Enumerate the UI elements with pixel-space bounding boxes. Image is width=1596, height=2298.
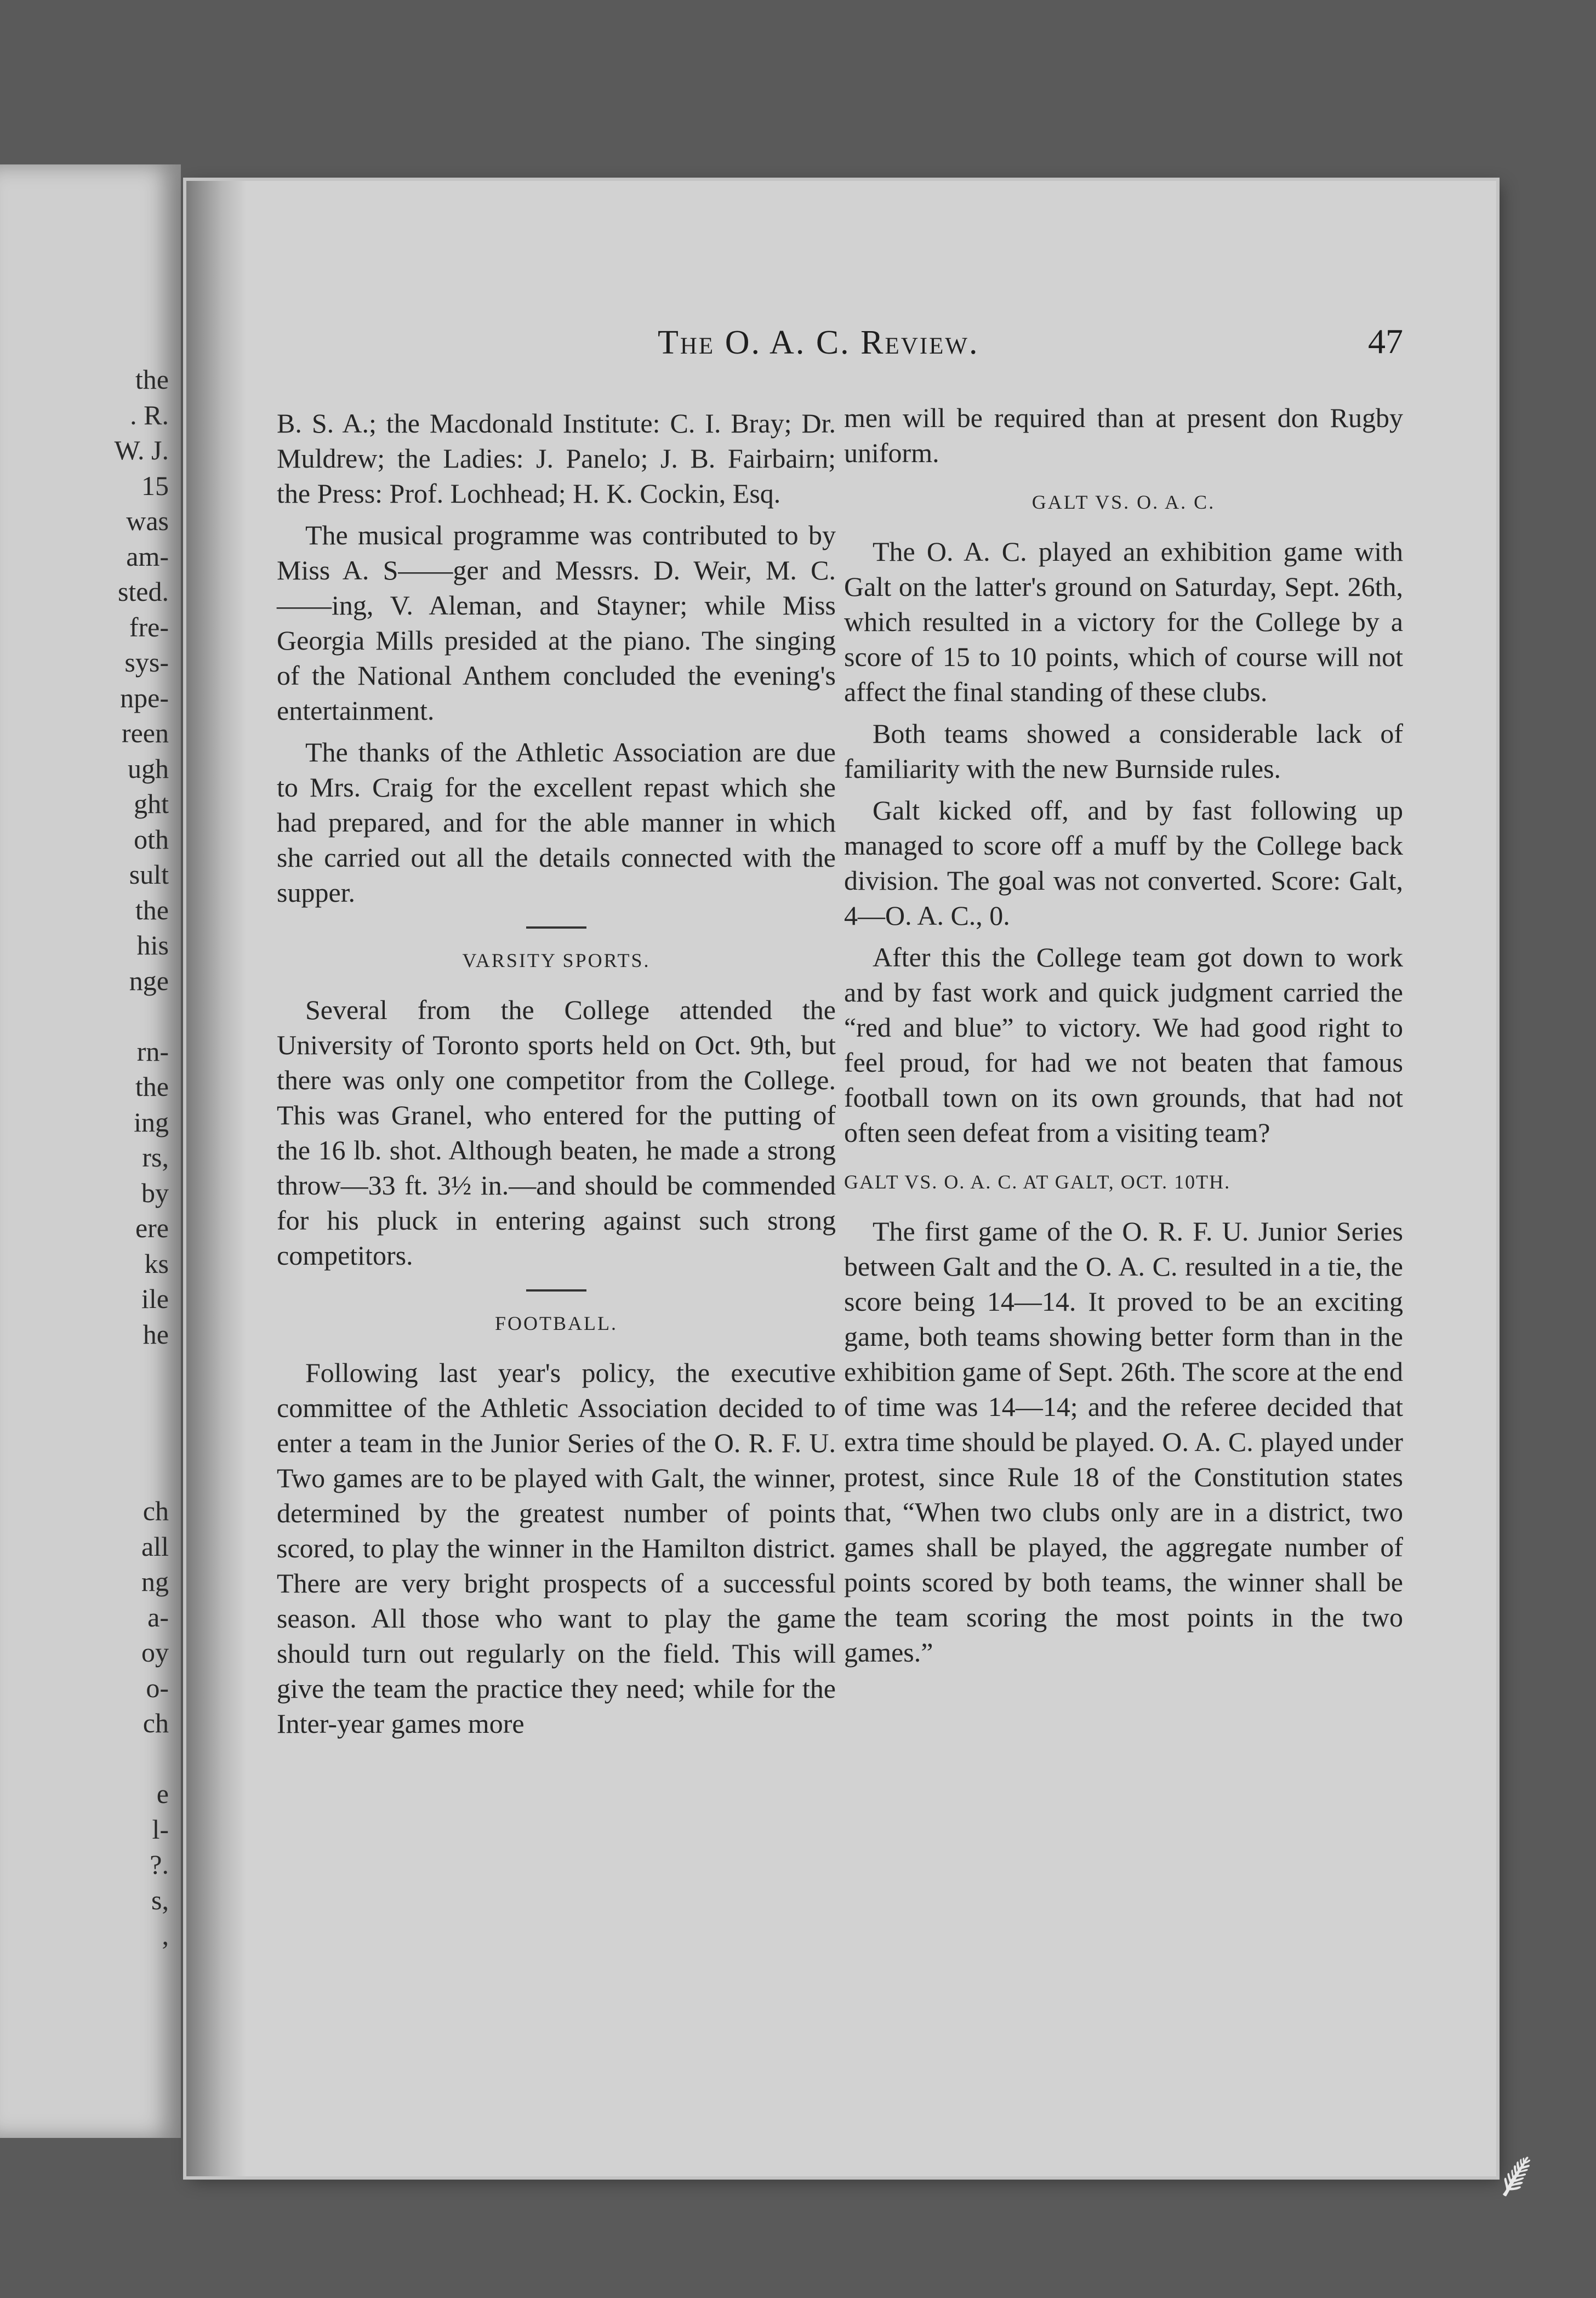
facing-page-line: he [142, 1318, 169, 1350]
facing-page-line: ugh [128, 753, 169, 784]
facing-page-line: oth [134, 823, 169, 855]
facing-page-line [114, 1458, 169, 1494]
facing-page-line: ing [134, 1106, 169, 1137]
facing-page-line: rs, [142, 1142, 169, 1173]
section-rule [526, 1289, 586, 1292]
facing-page-line: the [135, 364, 169, 395]
facing-page-line: , [162, 1920, 169, 1950]
section-heading-galt-vs-oac: GALT VS. O. A. C. [1031, 491, 1216, 513]
facing-page-line: sted. [117, 576, 169, 607]
facing-page-line: e [156, 1778, 169, 1809]
running-title: The O. A. C. Review. [658, 324, 979, 361]
facing-page-line: was [126, 505, 169, 536]
paragraph: Galt kicked off, and by fast following up managed to score off a muff by the College back division. The goal was not converted. Score: Galt, 4—O. A. C., 0. [844, 795, 1403, 931]
facing-page-line: W. J. [114, 435, 169, 465]
page [186, 181, 1496, 2176]
page-number: 47 [1368, 322, 1403, 361]
paragraph: Several from the College attended the University of Toronto sports held on Oct. 9th, but there was only one competitor from the College. This was Granel, who entered for the putting of the 16 lb. shot. Although beaten, he made a strong throw—33 ft. 3½ in.—and should be commended for his pluck in entering against such strong competitors. [277, 994, 836, 1271]
facing-page-line: ght [134, 788, 169, 819]
facing-page-line: all [141, 1531, 169, 1562]
facing-page-line: ng [141, 1566, 169, 1597]
section-heading-galt-at-galt: GALT VS. O. A. C. AT GALT, OCT. 10TH. [844, 1171, 1231, 1193]
facing-page-line: reen [121, 718, 169, 748]
facing-page-line: ile [141, 1283, 169, 1314]
facing-page-line: rn- [136, 1036, 169, 1067]
facing-page-line: npe- [120, 682, 169, 713]
facing-page-text [114, 362, 169, 1953]
film-scratch-mark: ⸙ [1492, 2138, 1541, 2211]
paragraph: After this the College team got down to work and by fast work and quick judgment carried the “red and blue” to victory. We had good right to feel proud, for had we not beaten that famous football town on its own grounds, that had not often seen defeat from a visiting team? [844, 942, 1403, 1148]
facing-page-line: his [136, 930, 169, 960]
column-right [844, 400, 1403, 1676]
facing-page-line: l- [152, 1813, 169, 1845]
section-heading-football: FOOTBALL. [495, 1312, 618, 1334]
paragraph: men will be required than at present don Rugby uniform. [844, 402, 1403, 468]
facing-page-line: the [135, 1071, 169, 1102]
paragraph: Following last year's policy, the executive committee of the Athletic Association decided to enter a team in the Junior Series of the O. R. F. U. Two games are to be played with Galt, the winner, determined by the greatest number of points scored, to play the winner in the Hamilton district. There are very bright prospects of a successful season. All those who want to play the game should turn out regularly on the field. This will give the team the practice they need; while for the Inter-year games more [277, 1357, 836, 1739]
column-left [277, 406, 836, 1748]
paragraph: B. S. A.; the Macdonald Institute: C. I. Bray; Dr. Muldrew; the Ladies: J. Panelo; J. B. Fairbairn; the Press: Prof. Lochhead; H. K. Cockin, Esq. [277, 408, 836, 509]
facing-page-line [114, 998, 169, 1034]
facing-page-line: by [141, 1177, 169, 1208]
facing-page-line: . R. [130, 399, 169, 430]
facing-page-line: am- [126, 541, 169, 572]
facing-page-line [114, 1352, 169, 1387]
facing-page-line [114, 1387, 169, 1423]
facing-page-line: sult [129, 859, 169, 890]
facing-page-line: fre- [129, 611, 169, 642]
section-heading-varsity-sports: VARSITY SPORTS. [462, 949, 651, 971]
paragraph: Both teams showed a considerable lack of familiarity with the new Burnside rules. [844, 718, 1403, 784]
facing-page-line: sys- [124, 647, 169, 678]
paragraph: The thanks of the Athletic Association are due to Mrs. Craig for the excellent repast which she had prepared, and for the able manner in which she carried out all the details connected with the supper. [277, 737, 836, 908]
facing-page-line: ere [135, 1213, 169, 1243]
facing-page-line: ?. [150, 1849, 169, 1880]
facing-page-line: ch [142, 1708, 169, 1738]
facing-page-line: s, [151, 1884, 169, 1915]
paragraph: The first game of the O. R. F. U. Junior Series between Galt and the O. A. C. resulted in a tie, the score being 14—14. It proved to be an exciting game, both teams showing better form than in the exhibition game of Sept. 26th. The score at the end of time was 14—14; and the referee decided that extra time should be played. O. A. C. played under protest, since Rule 18 of the Constitution states that, “When two clubs only are in a district, two games shall be played, the aggregate number of points scored by both teams, the winner shall be the team scoring the most points in the two games.” [844, 1216, 1403, 1668]
facing-page-line: 15 [141, 470, 169, 501]
facing-page-line: ch [142, 1495, 169, 1526]
facing-page-line [114, 1741, 169, 1777]
paragraph: The O. A. C. played an exhibition game with Galt on the latter's ground on Saturday, Sept. 26th, which resulted in a victory for the College by a score of 15 to 10 points, which of course will not affect the final standing of these clubs. [844, 536, 1403, 707]
facing-page-line: the [135, 894, 169, 925]
facing-page-line [114, 1423, 169, 1458]
facing-page [0, 164, 181, 2138]
facing-page-line: o- [146, 1672, 169, 1703]
facing-page-line: nge [129, 965, 169, 996]
paragraph: The musical programme was contributed to by Miss A. S——ger and Messrs. D. Weir, M. C. ——ing, V. Aleman, and Stayner; while Miss Georgia Mills presided at the piano. The singing of the National Anthem concluded the evening's entertainment. [277, 520, 836, 726]
facing-page-line: a- [147, 1601, 169, 1633]
page-gutter [186, 181, 247, 2176]
facing-page-line: oy [141, 1637, 169, 1668]
section-rule [526, 926, 586, 929]
facing-page-line: ks [144, 1248, 169, 1279]
